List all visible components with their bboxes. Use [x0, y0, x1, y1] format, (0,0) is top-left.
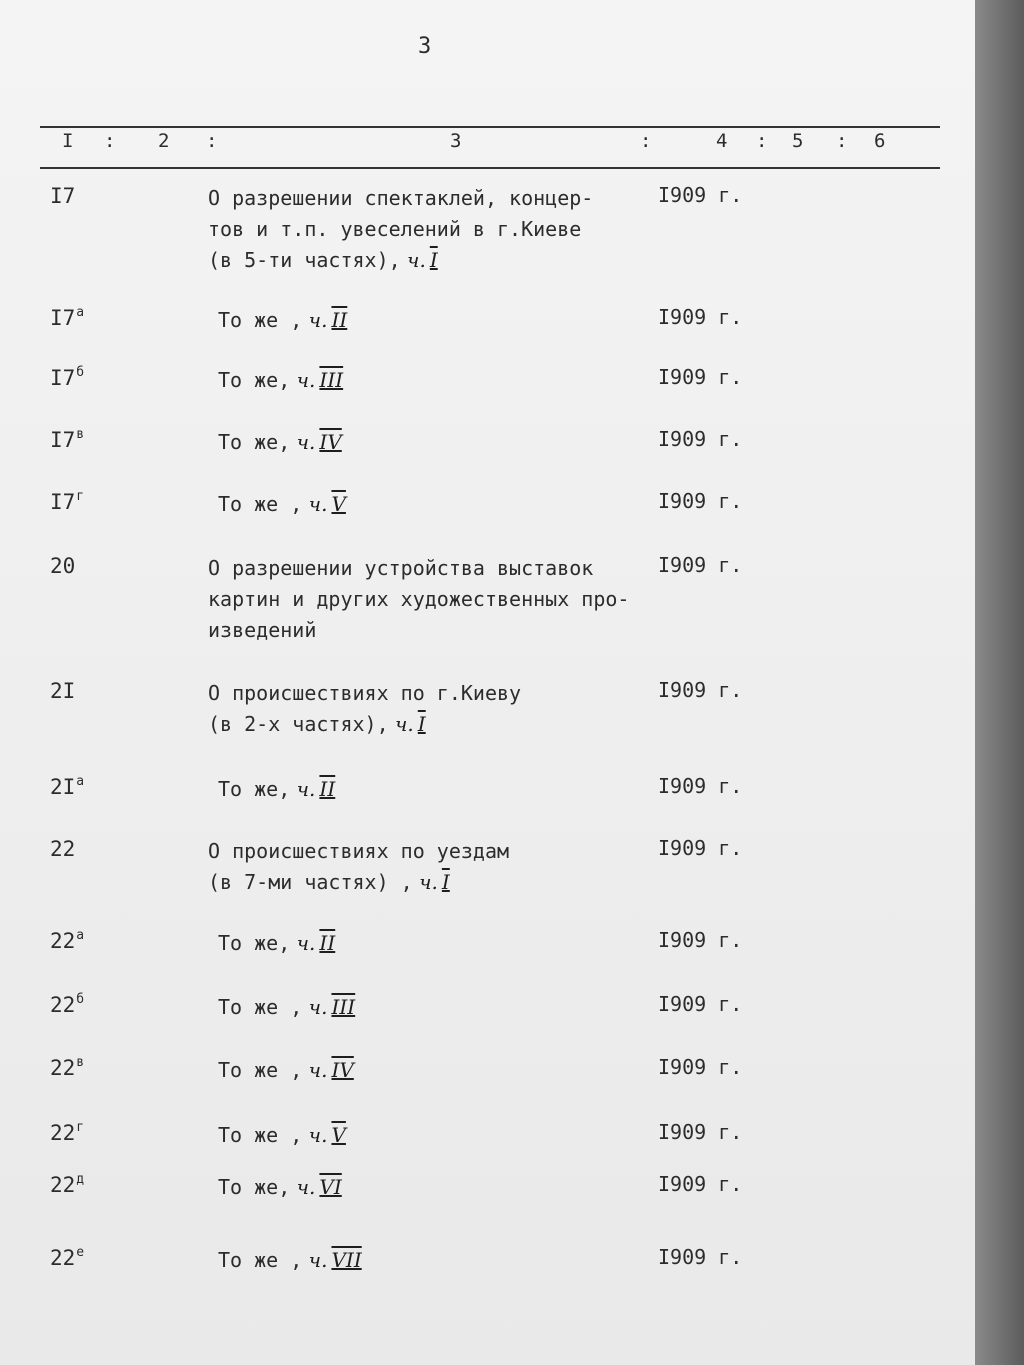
handwritten-part-note: [302, 1123, 346, 1147]
item-number-value: I7: [50, 184, 76, 208]
item-number: [50, 305, 84, 330]
item-year: I909 г.: [658, 774, 743, 798]
handwritten-part-note: [302, 1058, 354, 1082]
item-title: [208, 836, 648, 898]
item-number-suffix: д: [76, 1172, 85, 1187]
part-roman-numeral: VII: [331, 1248, 362, 1272]
item-number-suffix: б: [76, 992, 85, 1007]
item-title-text: О происшествиях по уездам (в 7-ми частях) ,: [208, 839, 510, 894]
item-number: [50, 678, 76, 703]
item-title-text: О разрешении спектаклей, концер- тов и т.п. увеселений в г.Киеве (в 5-ти частях),: [208, 186, 594, 272]
part-roman-numeral: IV: [319, 430, 342, 454]
item-year: I909 г.: [658, 992, 743, 1016]
item-title-text: О происшествиях по г.Киеву (в 2-х частях),: [208, 681, 522, 736]
item-year: I909 г.: [658, 427, 743, 451]
part-prefix: ч.: [296, 368, 316, 392]
item-number-value: 22: [50, 1246, 76, 1270]
column-header-3: 3: [450, 130, 462, 152]
item-number: [50, 928, 84, 953]
part-roman-numeral: IV: [331, 1058, 354, 1082]
item-title: [218, 928, 658, 959]
item-number: [50, 1172, 84, 1197]
handwritten-part-note: [290, 777, 335, 801]
item-year: I909 г.: [658, 489, 743, 513]
part-roman-numeral: III: [319, 368, 344, 392]
part-prefix: ч.: [407, 248, 426, 272]
item-number-value: I7: [50, 428, 76, 452]
header-rule-bottom: [40, 167, 940, 169]
item-title: [218, 1055, 658, 1086]
item-number-suffix: г: [76, 489, 85, 504]
header-rule-top: [40, 126, 940, 128]
item-title-text: То же,: [218, 931, 291, 955]
item-year: I909 г.: [658, 305, 743, 329]
item-number: [50, 992, 84, 1017]
item-number-suffix: а: [76, 305, 85, 320]
part-prefix: ч.: [296, 931, 316, 955]
part-roman-numeral: II: [319, 777, 336, 801]
item-number-suffix: в: [76, 427, 85, 442]
part-prefix: ч.: [308, 1123, 328, 1147]
part-prefix: ч.: [419, 870, 438, 894]
column-separator: :: [206, 130, 218, 152]
handwritten-part-note: [290, 1175, 342, 1199]
item-title: [218, 1245, 658, 1276]
handwritten-part-note: [302, 308, 347, 332]
item-year: I909 г.: [658, 1120, 743, 1144]
handwritten-part-note: [290, 368, 343, 392]
part-roman-numeral: I: [417, 712, 426, 736]
part-roman-numeral: V: [331, 1123, 346, 1147]
item-title: [218, 427, 658, 458]
handwritten-part-note: [302, 1248, 361, 1272]
item-title-text: То же ,: [218, 1058, 303, 1082]
column-separator: :: [104, 130, 116, 152]
part-roman-numeral: II: [319, 931, 336, 955]
part-roman-numeral: II: [331, 308, 348, 332]
item-number: [50, 365, 84, 390]
item-number: [50, 1120, 84, 1145]
part-prefix: ч.: [296, 777, 316, 801]
item-year: I909 г.: [658, 1245, 743, 1269]
item-title: [218, 1120, 658, 1151]
column-header-6: 6: [874, 130, 886, 152]
item-title: [218, 365, 658, 396]
part-prefix: ч.: [308, 1058, 328, 1082]
column-header-2: 2: [158, 130, 170, 152]
part-roman-numeral: V: [331, 492, 346, 516]
part-roman-numeral: VI: [319, 1175, 342, 1199]
part-prefix: ч.: [296, 1175, 316, 1199]
item-title: [218, 489, 658, 520]
item-number: [50, 427, 84, 452]
handwritten-part-note: [401, 248, 438, 272]
column-separator: :: [756, 130, 768, 152]
item-number-value: 22: [50, 1121, 76, 1145]
item-title: [218, 774, 658, 805]
item-number: [50, 183, 76, 208]
column-header-5: 5: [792, 130, 804, 152]
page-edge-shadow: [975, 0, 1024, 1365]
item-title-text: То же ,: [218, 1123, 303, 1147]
item-title: [218, 305, 658, 336]
item-title-text: О разрешении устройства выставок картин и других художественных про- изведений: [208, 556, 630, 642]
item-title-text: То же,: [218, 368, 291, 392]
handwritten-part-note: [290, 430, 342, 454]
item-title-text: То же ,: [218, 995, 303, 1019]
page-number: 3: [418, 34, 432, 59]
item-year: I909 г.: [658, 1055, 743, 1079]
item-title: [218, 992, 658, 1023]
item-title-text: То же ,: [218, 1248, 303, 1272]
item-number: [50, 774, 84, 799]
handwritten-part-note: [389, 712, 426, 736]
item-number-value: I7: [50, 490, 76, 514]
item-title: [208, 553, 648, 646]
handwritten-part-note: [302, 492, 346, 516]
item-number: [50, 1245, 84, 1270]
item-number-suffix: а: [76, 928, 85, 943]
item-number-value: 22: [50, 1173, 76, 1197]
item-number-suffix: в: [76, 1055, 85, 1070]
part-prefix: ч.: [308, 308, 328, 332]
column-header-4: 4: [716, 130, 728, 152]
item-year: I909 г.: [658, 1172, 743, 1196]
item-title-text: То же,: [218, 430, 291, 454]
part-roman-numeral: III: [331, 995, 356, 1019]
item-number-value: 22: [50, 993, 76, 1017]
item-title: [208, 183, 648, 276]
part-prefix: ч.: [296, 430, 316, 454]
item-year: I909 г.: [658, 553, 743, 577]
item-year: I909 г.: [658, 928, 743, 952]
item-number-value: 22: [50, 929, 76, 953]
column-separator: :: [640, 130, 652, 152]
item-number-value: 2I: [50, 679, 76, 703]
item-title-text: То же ,: [218, 492, 303, 516]
item-number: [50, 553, 76, 578]
item-year: I909 г.: [658, 183, 743, 207]
column-separator: :: [836, 130, 848, 152]
handwritten-part-note: [290, 931, 335, 955]
part-prefix: ч.: [308, 995, 328, 1019]
item-title-text: То же,: [218, 777, 291, 801]
item-number: [50, 836, 76, 861]
item-number-value: I7: [50, 366, 76, 390]
item-number-suffix: е: [76, 1245, 85, 1260]
item-number-suffix: г: [76, 1120, 85, 1135]
item-number: [50, 489, 84, 514]
part-prefix: ч.: [308, 1248, 328, 1272]
item-title: [218, 1172, 658, 1203]
item-number-value: 2I: [50, 775, 76, 799]
item-year: I909 г.: [658, 678, 743, 702]
item-number-suffix: б: [76, 365, 85, 380]
part-prefix: ч.: [394, 712, 414, 736]
item-number-value: 22: [50, 837, 76, 861]
item-year: I909 г.: [658, 836, 743, 860]
item-title-text: То же,: [218, 1175, 291, 1199]
part-roman-numeral: I: [441, 870, 450, 894]
item-title: [208, 678, 648, 740]
part-prefix: ч.: [308, 492, 328, 516]
part-roman-numeral: I: [429, 248, 438, 272]
item-number-value: I7: [50, 306, 76, 330]
column-header-1: I: [62, 130, 74, 152]
item-title-text: То же ,: [218, 308, 303, 332]
handwritten-part-note: [302, 995, 355, 1019]
item-number: [50, 1055, 84, 1080]
item-number-suffix: а: [76, 774, 85, 789]
item-number-value: 22: [50, 1056, 76, 1080]
handwritten-part-note: [413, 870, 450, 894]
item-year: I909 г.: [658, 365, 743, 389]
item-number-value: 20: [50, 554, 76, 578]
